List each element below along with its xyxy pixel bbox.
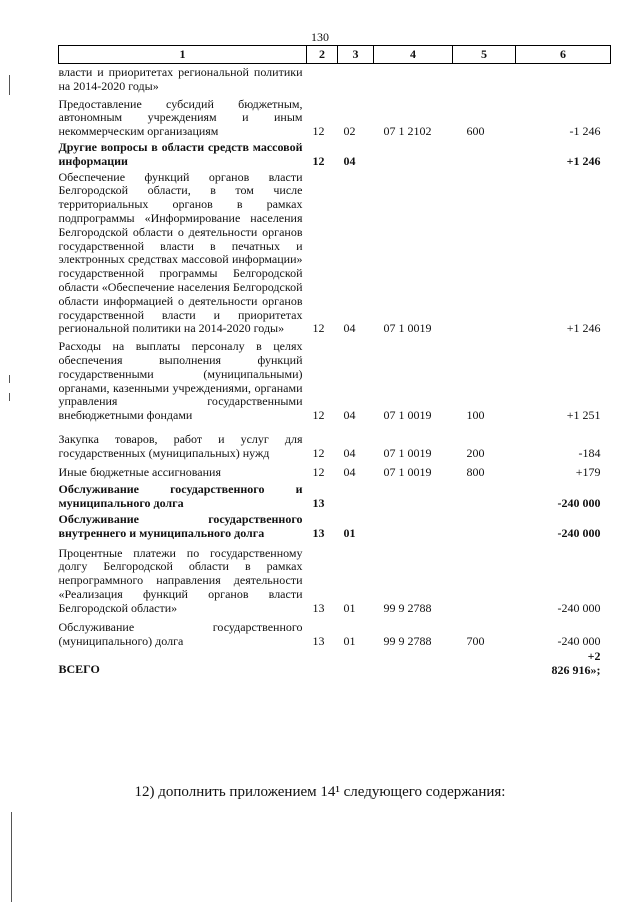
column-header: 5	[453, 46, 516, 64]
row-expense-type	[453, 169, 516, 337]
row-description: Другие вопросы в области средств массовой информации	[58, 139, 303, 168]
row-target-article	[374, 139, 453, 169]
row-amount: -240 000	[557, 600, 601, 615]
table-row	[59, 479, 611, 511]
row-description: Обслуживание государственного и муниципального долга	[58, 482, 303, 511]
row-subsection-code: 04	[343, 408, 356, 423]
page-number: 130	[311, 30, 329, 44]
row-amount: -240 000	[557, 525, 601, 540]
row-section-code: 13	[312, 600, 325, 615]
row-description: Обслуживание государственного внутреннего и муниципального долга	[58, 511, 303, 540]
row-amount: +1 246	[566, 153, 601, 168]
row-target-article: 07 1 0019	[383, 445, 432, 460]
table-body	[59, 64, 611, 650]
row-subsection-code: 04	[343, 153, 356, 168]
row-target-article	[374, 64, 453, 94]
row-description: Расходы на выплаты персоналу в целях обеспечения выполнения функций государственными (муниципальными) органами, казенными учреждениями, органами управления государственными внебюджетными фондами	[58, 339, 303, 423]
row-expense-type	[453, 511, 516, 541]
row-subsection-code: 01	[343, 634, 356, 649]
column-header: 6	[516, 46, 611, 64]
table-row	[59, 423, 611, 461]
row-target-article	[374, 511, 453, 541]
total-label: ВСЕГО	[58, 662, 100, 677]
row-subsection-code: 04	[343, 321, 356, 336]
row-expense-type: 600	[466, 124, 485, 139]
row-amount: -1 246	[569, 124, 601, 139]
row-amount: -240 000	[557, 634, 601, 649]
row-section-code: 13	[312, 496, 325, 511]
row-target-article: 07 1 0019	[383, 464, 432, 479]
row-target-article: 99 9 2788	[383, 600, 432, 615]
table-row	[59, 461, 611, 480]
row-section-code: 12	[312, 445, 325, 460]
row-expense-type	[453, 479, 516, 511]
row-subsection-code: 04	[343, 445, 356, 460]
row-description: Обеспечение функций органов власти Белгородской области, в том числе территориальных органов в рамках подпрограммы «Информирование населения Белгородской области о деятельности органов государственной власти в печатных и электронных средствах массовой информации» государственной программы Белгородской области «Обеспечение населения Белгородской области информацией о деятельности органов государственной власти и приоритетах региональной политики на 2014-2020 годы»	[58, 169, 303, 336]
row-target-article: 99 9 2788	[383, 634, 432, 649]
row-expense-type: 700	[466, 634, 485, 649]
row-expense-type: 100	[466, 408, 485, 423]
row-amount	[516, 64, 611, 94]
row-section-code: 12	[312, 408, 325, 423]
table-header-row	[59, 46, 611, 64]
row-expense-type: 800	[466, 464, 485, 479]
total-value-line2: 826 916»;	[551, 663, 601, 678]
row-amount: +179	[575, 464, 601, 479]
row-amount: -184	[578, 445, 601, 460]
margin-mark	[9, 75, 10, 95]
budget-table	[58, 45, 611, 677]
table-row	[59, 64, 611, 94]
total-value	[516, 649, 611, 677]
row-amount: -240 000	[557, 496, 601, 511]
table-row	[59, 336, 611, 423]
column-header: 1	[59, 46, 307, 64]
row-expense-type	[453, 139, 516, 169]
row-subsection-code: 04	[343, 464, 356, 479]
table-row	[59, 511, 611, 541]
row-description: Обслуживание государственного (муниципального) долга	[58, 620, 303, 649]
margin-mark	[9, 375, 10, 383]
row-description: власти и приоритетах региональной политики на 2014-2020 годы»	[58, 65, 303, 93]
table-row	[59, 139, 611, 169]
row-subsection-code: 01	[343, 525, 356, 540]
row-target-article: 07 1 0019	[383, 321, 432, 336]
row-target-article	[374, 479, 453, 511]
row-subsection-code: 02	[343, 124, 356, 139]
row-section-code	[307, 64, 338, 94]
row-section-code: 13	[312, 634, 325, 649]
column-header: 2	[307, 46, 338, 64]
row-description: Процентные платежи по государственному долгу Белгородской области в рамках непрограммного направления деятельности «Реализация функций органов власти Белгородской области»	[58, 545, 303, 615]
row-expense-type: 200	[466, 445, 485, 460]
row-description: Предоставление субсидий бюджетным, автономным учреждениям и иным некоммерческим организациям	[58, 96, 303, 139]
row-section-code: 13	[312, 525, 325, 540]
row-subsection-code	[338, 479, 374, 511]
row-target-article: 07 1 0019	[383, 408, 432, 423]
table-row	[59, 169, 611, 337]
row-amount: +1 251	[566, 408, 601, 423]
table-row	[59, 94, 611, 139]
row-subsection-code: 01	[343, 600, 356, 615]
table-row	[59, 541, 611, 616]
total-value-line1: +2	[587, 649, 601, 664]
row-subsection-code	[338, 64, 374, 94]
row-description: Закупка товаров, работ и услуг для государственных (муниципальных) нужд	[58, 431, 303, 460]
row-description: Иные бюджетные ассигнования	[58, 464, 221, 479]
row-amount: +1 246	[566, 321, 601, 336]
margin-mark	[9, 393, 10, 401]
row-expense-type	[453, 541, 516, 616]
row-section-code: 12	[312, 464, 325, 479]
row-target-article: 07 1 2102	[383, 124, 432, 139]
table-row	[59, 615, 611, 649]
column-header: 3	[338, 46, 374, 64]
row-expense-type	[453, 64, 516, 94]
column-header: 4	[374, 46, 453, 64]
row-section-code: 12	[312, 321, 325, 336]
total-row	[59, 649, 611, 677]
footer-instruction: 12) дополнить приложением 14¹ следующего содержания:	[134, 784, 506, 800]
margin-mark	[11, 812, 12, 902]
row-section-code: 12	[312, 124, 325, 139]
row-section-code: 12	[312, 153, 325, 168]
